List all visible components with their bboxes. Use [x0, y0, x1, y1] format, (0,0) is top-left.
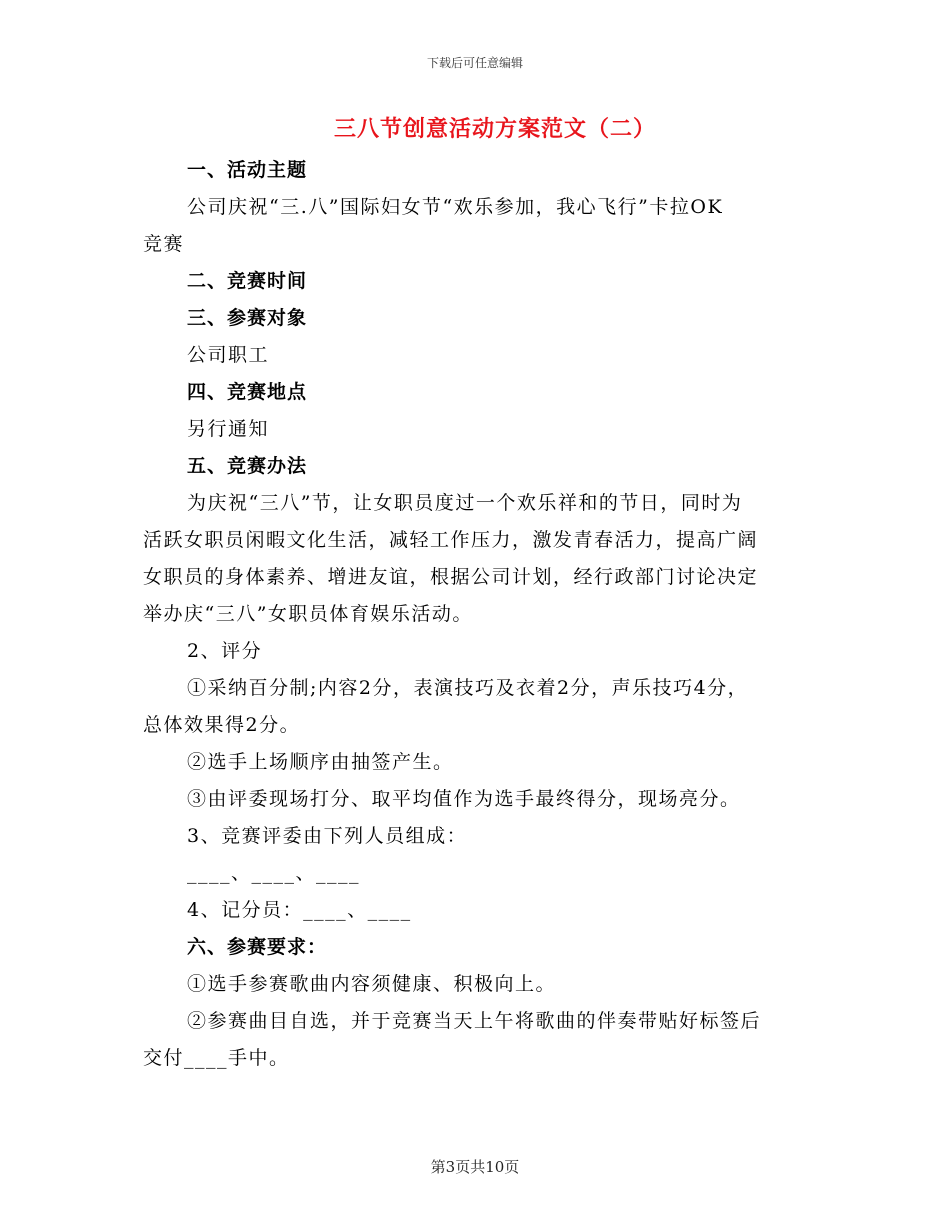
paragraph-line: 活跃女职员闲暇文化生活，减轻工作压力，激发青春活力，提高广阔: [143, 529, 759, 551]
header-note: 下载后可任意编辑: [426, 56, 523, 70]
section-heading: 五、竞赛办法: [187, 455, 308, 477]
paragraph-line: 女职员的身体素养、增进友谊，根据公司计划，经行政部门讨论决定: [143, 566, 759, 588]
paragraph-line: ③由评委现场打分、取平均值作为选手最终得分，现场亮分。: [187, 788, 741, 810]
paragraph-line: ①选手参赛歌曲内容须健康、积极向上。: [187, 973, 557, 995]
paragraph-line: ②参赛曲目自选，并于竞赛当天上午将歌曲的伴奏带贴好标签后: [187, 1010, 762, 1032]
section-heading: 四、竞赛地点: [187, 381, 308, 403]
page-number: 第3页共10页: [430, 1158, 520, 1176]
paragraph-line: 总体效果得2分。: [143, 714, 301, 736]
section-heading: 二、竞赛时间: [187, 270, 308, 292]
section-heading: 三、参赛对象: [187, 307, 308, 329]
paragraph-line: ____、____、____: [187, 862, 361, 884]
paragraph-line: 举办庆“三八”女职员体育娱乐活动。: [143, 603, 473, 625]
section-heading: 六、参赛要求：: [187, 936, 328, 958]
paragraph-line: 2、评分: [187, 640, 263, 662]
paragraph-line: 交付____手中。: [143, 1047, 290, 1069]
document-body: [143, 152, 805, 1077]
paragraph-line: 为庆祝“三八”节，让女职员度过一个欢乐祥和的节日，同时为: [187, 492, 743, 514]
paragraph-line: 4、记分员：____、____: [187, 899, 412, 921]
paragraph-line: 公司职工: [187, 344, 270, 366]
paragraph-line: 3、竞赛评委由下列人员组成：: [187, 825, 468, 847]
paragraph-line: ②选手上场顺序由抽签产生。: [187, 751, 454, 773]
paragraph-line: ①采纳百分制;内容2分，表演技巧及衣着2分，声乐技巧4分，: [187, 677, 749, 699]
document-title: 三八节创意活动方案范文（二）: [333, 116, 656, 142]
section-heading: 一、活动主题: [187, 159, 308, 181]
paragraph-line: 另行通知: [187, 418, 270, 440]
paragraph-line: 竞赛: [143, 233, 185, 255]
paragraph-line: 公司庆祝“三.八”国际妇女节“欢乐参加，我心飞行”卡拉OK: [187, 196, 724, 218]
